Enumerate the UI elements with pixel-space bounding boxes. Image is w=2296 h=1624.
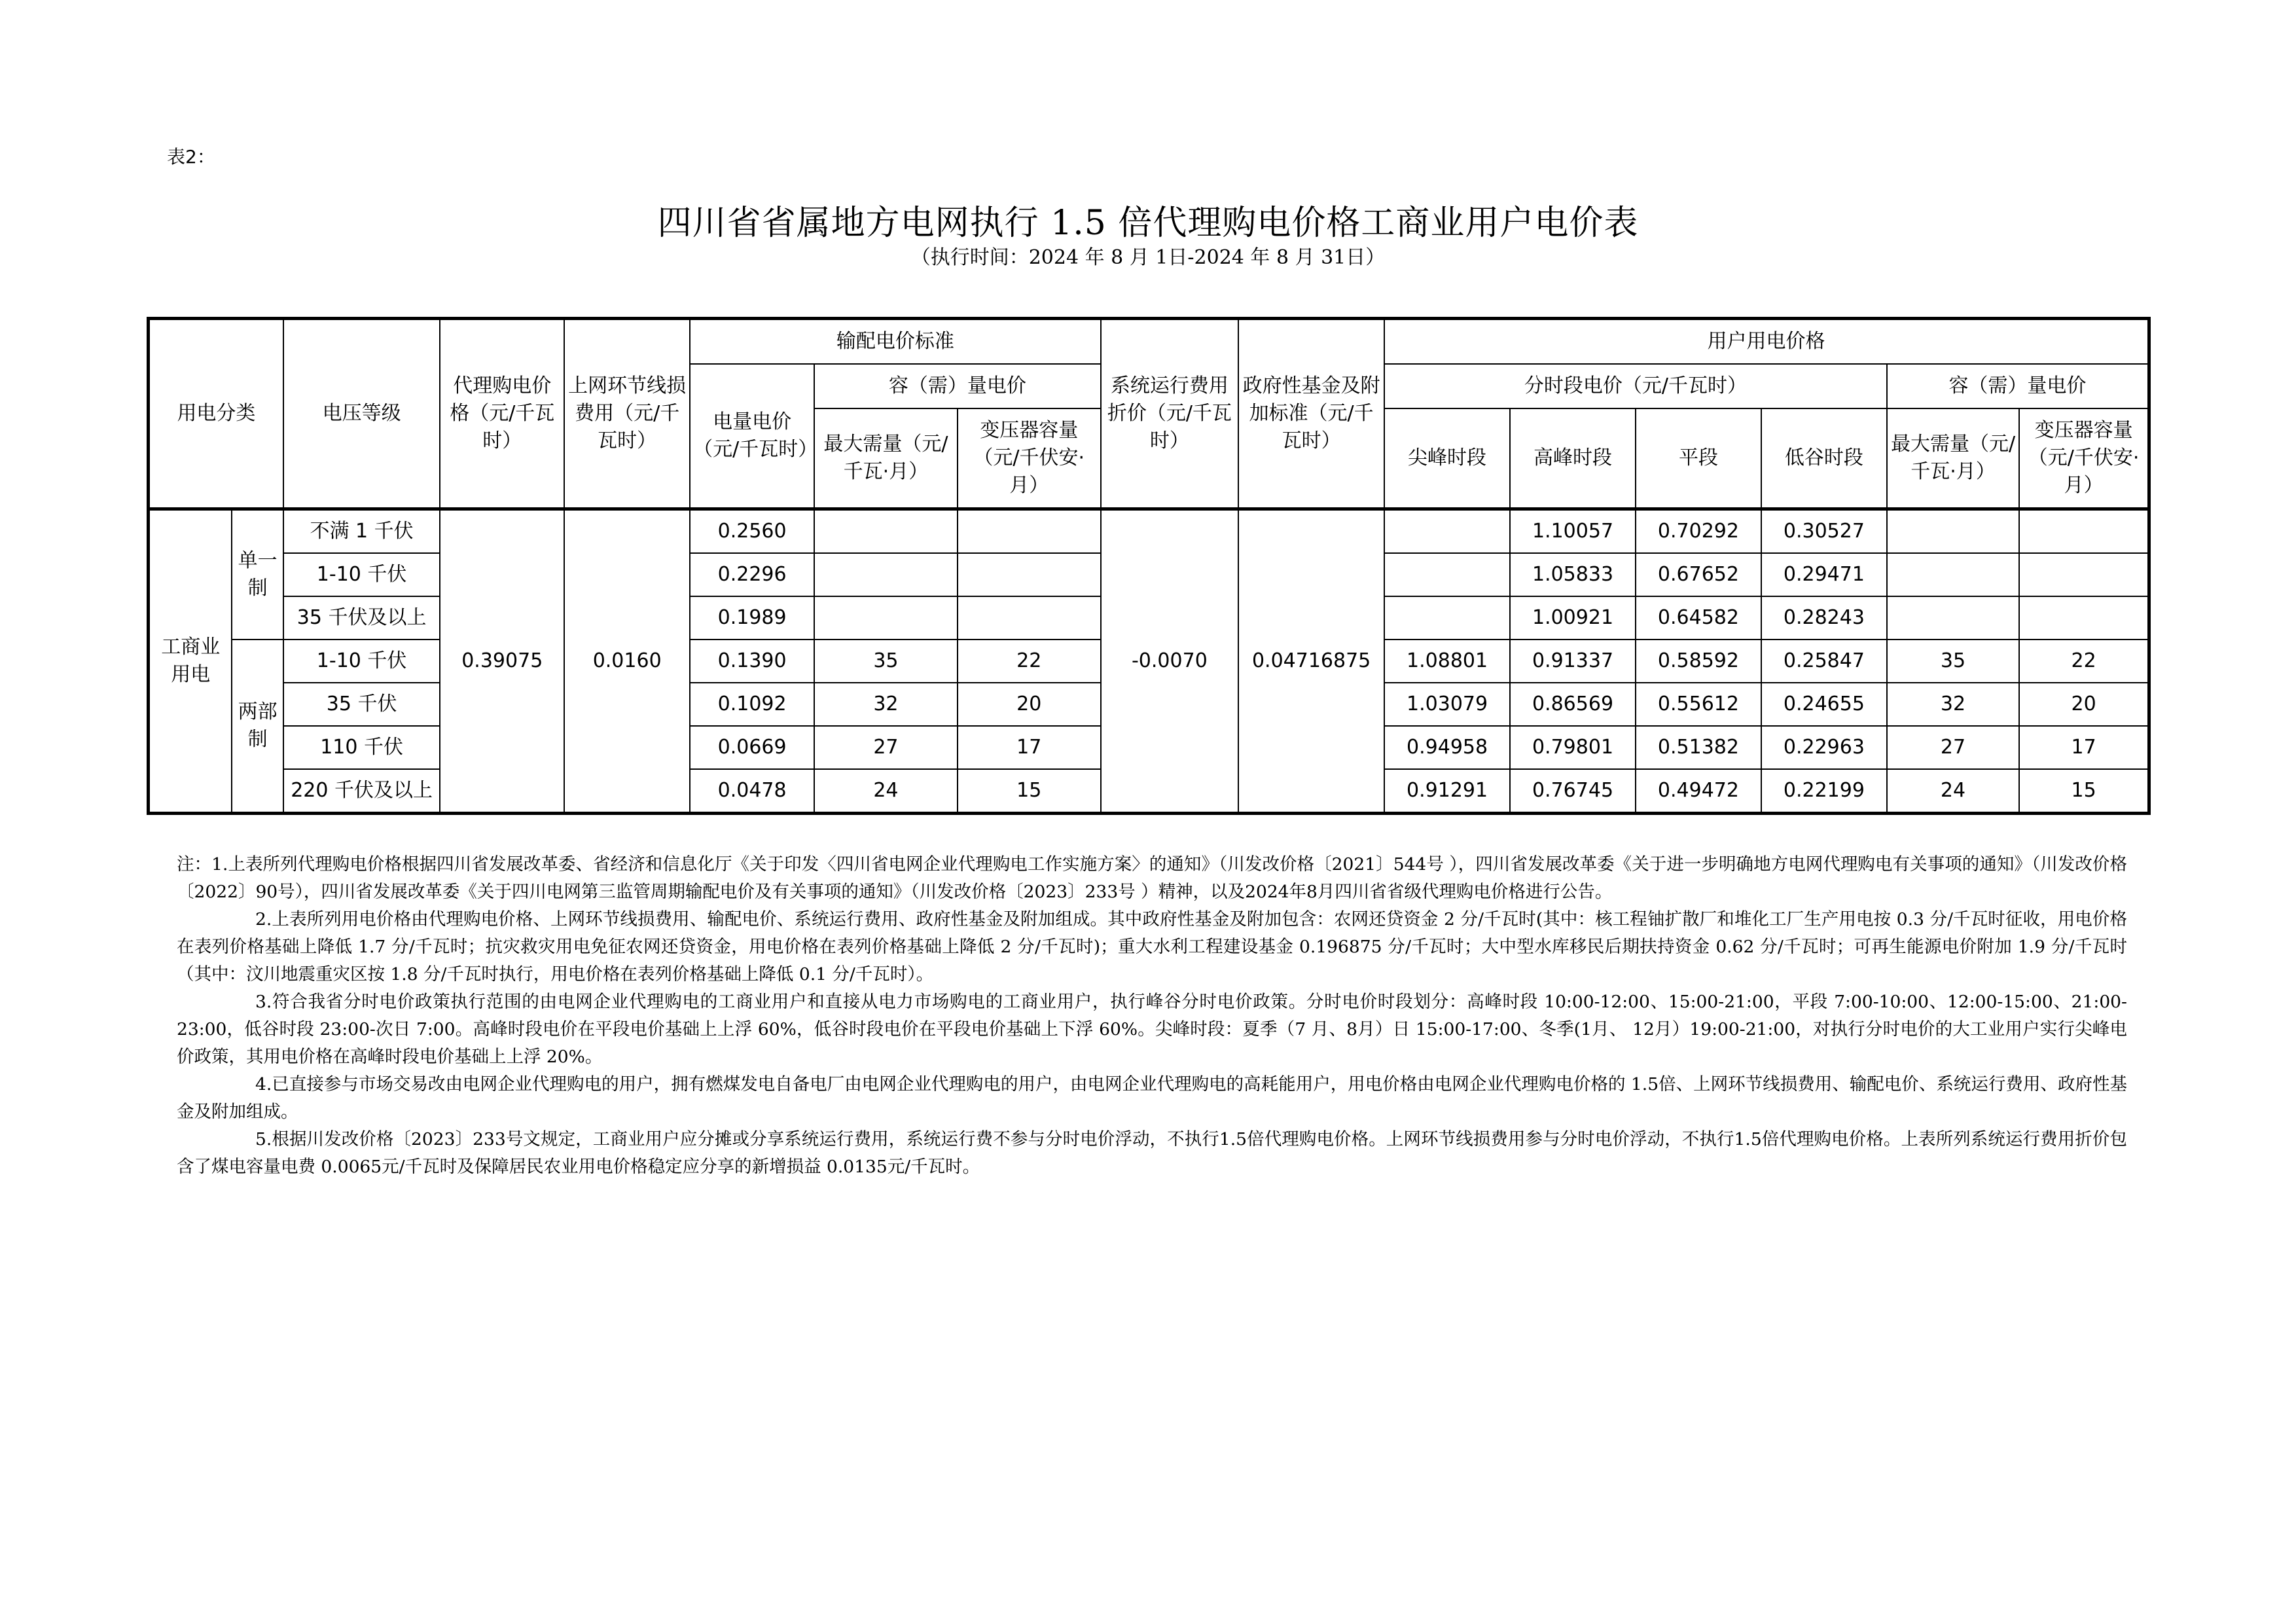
user-transformer-cell: 20	[2019, 683, 2149, 726]
flat-cell: 0.58592	[1636, 640, 1761, 683]
user-max-demand-cell: 35	[1887, 640, 2019, 683]
group-two-part: 两部制	[232, 640, 283, 814]
header-gov-fund: 政府性基金及附加标准（元/千瓦时）	[1238, 319, 1384, 509]
peak-cell: 0.91337	[1510, 640, 1636, 683]
transformer-cell	[958, 509, 1101, 554]
header-transformer: 变压器容量（元/千伏安·月）	[958, 408, 1101, 509]
flat-cell: 0.67652	[1636, 553, 1761, 596]
user-transformer-cell	[2019, 509, 2149, 554]
note-4: 4.已直接参与市场交易改由电网企业代理购电的用户，拥有燃煤发电自备电厂由电网企业代理购电的用户，由电网企业代理购电的高耗能用户，用电价格由电网企业代理购电价格的 1.5倍、上网环节线损费用、输配电价、系统运行费用、政府性基金及附加组成。	[177, 1074, 2127, 1122]
valley-cell: 0.22199	[1761, 769, 1887, 814]
voltage-cell: 不满 1 千伏	[283, 509, 440, 554]
group-single: 单一制	[232, 509, 283, 640]
transformer-cell	[958, 553, 1101, 596]
price-table	[147, 317, 2151, 815]
table-label: 表2：	[167, 146, 215, 168]
energy-cell: 0.0669	[690, 726, 814, 769]
peak-cell: 1.05833	[1510, 553, 1636, 596]
header-user-capacity: 容（需）量电价	[1887, 364, 2149, 408]
header-agency-price: 代理购电价格（元/千瓦时）	[440, 319, 564, 509]
header-voltage: 电压等级	[283, 319, 440, 509]
header-capacity-price: 容（需）量电价	[814, 364, 1101, 408]
max-demand-cell: 35	[814, 640, 958, 683]
peak-cell: 0.79801	[1510, 726, 1636, 769]
notes-section	[177, 851, 2127, 1181]
sharp-cell: 0.91291	[1384, 769, 1510, 814]
sharp-cell: 1.08801	[1384, 640, 1510, 683]
energy-cell: 0.0478	[690, 769, 814, 814]
page-title: 四川省省属地方电网执行 1.5 倍代理购电价格工商业用户电价表	[657, 204, 1639, 243]
header-category: 用电分类	[149, 319, 283, 509]
transformer-cell: 22	[958, 640, 1101, 683]
sharp-cell	[1384, 596, 1510, 640]
transformer-cell	[958, 596, 1101, 640]
user-transformer-cell: 15	[2019, 769, 2149, 814]
user-max-demand-cell	[1887, 553, 2019, 596]
header-user-price: 用户用电价格	[1384, 319, 2149, 365]
user-transformer-cell: 17	[2019, 726, 2149, 769]
peak-cell: 0.86569	[1510, 683, 1636, 726]
user-transformer-cell	[2019, 553, 2149, 596]
flat-cell: 0.51382	[1636, 726, 1761, 769]
table-row	[149, 509, 2149, 554]
loss-fee-cell: 0.0160	[564, 509, 690, 814]
user-max-demand-cell	[1887, 509, 2019, 554]
flat-cell: 0.70292	[1636, 509, 1761, 554]
max-demand-cell: 24	[814, 769, 958, 814]
header-user-max-demand: 最大需量（元/千瓦·月）	[1887, 408, 2019, 509]
voltage-cell: 220 千伏及以上	[283, 769, 440, 814]
header-energy-price: 电量电价（元/千瓦时）	[690, 364, 814, 509]
user-max-demand-cell: 27	[1887, 726, 2019, 769]
peak-cell: 1.00921	[1510, 596, 1636, 640]
note-3: 3.符合我省分时电价政策执行范围的由电网企业代理购电的工商业用户和直接从电力市场购电的工商业用户，执行峰谷分时电价政策。分时电价时段划分：高峰时段 10:00-12:00、15:00-21:00，平段 7:00-10:00、12:00-15:00、21:00-23:00，低谷时段 23:00-次日 7:00。高峰时段电价在平段电价基础上上浮 60%，低谷时段电价在平段电价基础上下浮 60%。尖峰时段：夏季（7 月、8月）日 15:00-17:00、冬季(1月、 12月）19:00-21:00，对执行分时电价的大工业用户实行尖峰电价政策，其用电价格在高峰时段电价基础上上浮 20%。	[177, 992, 2127, 1067]
header-user-transformer: 变压器容量（元/千伏安·月）	[2019, 408, 2149, 509]
header-flat: 平段	[1636, 408, 1761, 509]
note-5: 5.根据川发改价格〔2023〕233号文规定，工商业用户应分摊或分享系统运行费用，系统运行费不参与分时电价浮动，不执行1.5倍代理购电价格。上网环节线损费用参与分时电价浮动，不执行1.5倍代理购电价格。上表所列系统运行费用折价包含了煤电容量电费 0.0065元/千瓦时及保障居民农业用电价格稳定应分享的新增损益 0.0135元/千瓦时。	[177, 1129, 2127, 1177]
valley-cell: 0.30527	[1761, 509, 1887, 554]
header-loss-fee: 上网环节线损费用（元/千瓦时）	[564, 319, 690, 509]
header-peak-sharp: 尖峰时段	[1384, 408, 1510, 509]
valley-cell: 0.22963	[1761, 726, 1887, 769]
energy-cell: 0.2560	[690, 509, 814, 554]
voltage-cell: 1-10 千伏	[283, 553, 440, 596]
flat-cell: 0.64582	[1636, 596, 1761, 640]
gov-fund-cell: 0.04716875	[1238, 509, 1384, 814]
header-tou-price: 分时段电价（元/千瓦时）	[1384, 364, 1887, 408]
energy-cell: 0.1989	[690, 596, 814, 640]
sharp-cell: 1.03079	[1384, 683, 1510, 726]
header-peak: 高峰时段	[1510, 408, 1636, 509]
flat-cell: 0.55612	[1636, 683, 1761, 726]
sharp-cell	[1384, 509, 1510, 554]
voltage-cell: 35 千伏	[283, 683, 440, 726]
user-transformer-cell	[2019, 596, 2149, 640]
max-demand-cell	[814, 553, 958, 596]
header-system-fee: 系统运行费用折价（元/千瓦时）	[1101, 319, 1239, 509]
sharp-cell: 0.94958	[1384, 726, 1510, 769]
voltage-cell: 35 千伏及以上	[283, 596, 440, 640]
voltage-cell: 110 千伏	[283, 726, 440, 769]
peak-cell: 0.76745	[1510, 769, 1636, 814]
user-max-demand-cell: 24	[1887, 769, 2019, 814]
valley-cell: 0.24655	[1761, 683, 1887, 726]
transformer-cell: 20	[958, 683, 1101, 726]
flat-cell: 0.49472	[1636, 769, 1761, 814]
header-max-demand: 最大需量（元/千瓦·月）	[814, 408, 958, 509]
peak-cell: 1.10057	[1510, 509, 1636, 554]
user-max-demand-cell	[1887, 596, 2019, 640]
page-subtitle: （执行时间：2024 年 8 月 1日-2024 年 8 月 31日）	[910, 246, 1386, 269]
transformer-cell: 15	[958, 769, 1101, 814]
note-1: 注：1.上表所列代理购电价格根据四川省发展改革委、省经济和信息化厅《关于印发〈四川省电网企业代理购电工作实施方案〉的通知》（川发改价格〔2021〕544号 ），四川省发展改革委《关于进一步明确地方电网代理购电有关事项的通知》（川发改价格〔2022〕90号），四川省发展改革委《关于四川电网第三监管周期输配电价及有关事项的通知》（川发改价格〔2023〕233号 ）精神，以及2024年8月四川省省级代理购电价格进行公告。	[177, 854, 2127, 902]
energy-cell: 0.2296	[690, 553, 814, 596]
voltage-cell: 1-10 千伏	[283, 640, 440, 683]
sharp-cell	[1384, 553, 1510, 596]
agency-price-cell: 0.39075	[440, 509, 564, 814]
user-max-demand-cell: 32	[1887, 683, 2019, 726]
max-demand-cell: 27	[814, 726, 958, 769]
max-demand-cell	[814, 509, 958, 554]
energy-cell: 0.1092	[690, 683, 814, 726]
max-demand-cell	[814, 596, 958, 640]
note-2: 2.上表所列用电价格由代理购电价格、上网环节线损费用、输配电价、系统运行费用、政府性基金及附加组成。其中政府性基金及附加包含：农网还贷资金 2 分/千瓦时(其中：核工程铀扩散厂和堆化工厂生产用电按 0.3 分/千瓦时征收，用电价格在表列价格基础上降低 1.7 分/千瓦时；抗灾救灾用电免征农网还贷资金，用电价格在表列价格基础上降低 2 分/千瓦时)；重大水利工程建设基金 0.196875 分/千瓦时；大中型水库移民后期扶持资金 0.62 分/千瓦时；可再生能源电价附加 1.9 分/千瓦时（其中：汶川地震重灾区按 1.8 分/千瓦时执行，用电价格在表列价格基础上降低 0.1 分/千瓦时）。	[177, 909, 2127, 984]
valley-cell: 0.29471	[1761, 553, 1887, 596]
header-valley: 低谷时段	[1761, 408, 1887, 509]
energy-cell: 0.1390	[690, 640, 814, 683]
valley-cell: 0.28243	[1761, 596, 1887, 640]
transformer-cell: 17	[958, 726, 1101, 769]
user-transformer-cell: 22	[2019, 640, 2149, 683]
max-demand-cell: 32	[814, 683, 958, 726]
header-transmission: 输配电价标准	[690, 319, 1100, 365]
valley-cell: 0.25847	[1761, 640, 1887, 683]
category-cell: 工商业用电	[149, 509, 232, 814]
system-fee-cell: -0.0070	[1101, 509, 1239, 814]
